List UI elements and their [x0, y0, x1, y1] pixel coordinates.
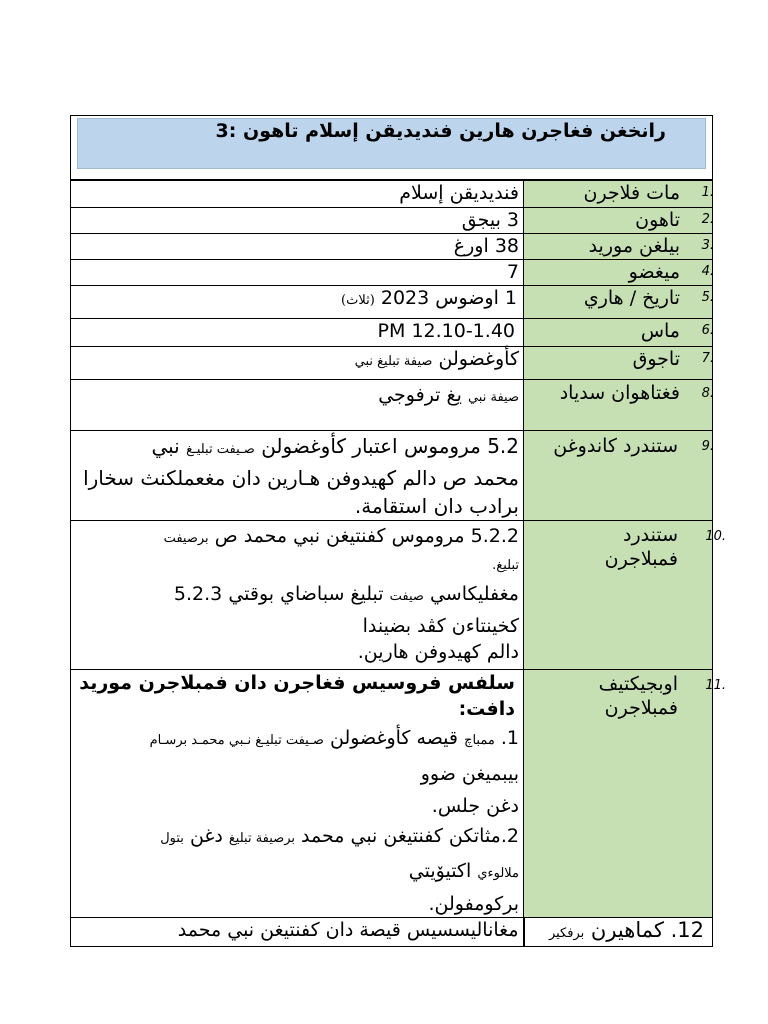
- year-value: 3 بيجق: [461, 209, 519, 231]
- learning-standard-value: [77, 521, 519, 664]
- content-standard-sub: صـيفت تبليـغ: [186, 442, 255, 457]
- content-standard-text-b: نبي: [151, 434, 180, 458]
- content-standard-text-c: محمد ص دالم كهيدوفن هـارين دان مغعملكنث سخارا برادب دان استقامة.: [83, 466, 519, 518]
- obj-2-text-c: اكتيۆيتي: [408, 860, 472, 882]
- table-row: [71, 234, 713, 260]
- table-row: [71, 319, 713, 347]
- topic-label: تاجوق: [632, 348, 680, 370]
- content-standard-label: ستندرد كاندوغن: [553, 435, 678, 457]
- day-text: (ثلاث): [341, 293, 375, 308]
- table-row: [71, 347, 713, 380]
- obj-2-sub-a: برصيفة تبليغ: [228, 831, 295, 846]
- table-row: [71, 208, 713, 234]
- content-standard-value: [77, 431, 519, 520]
- students-label: بيلغن موريد: [588, 235, 680, 257]
- subject-label: مات فلاجرن: [583, 182, 680, 204]
- ls-line-2: تبليغ.: [492, 558, 519, 573]
- title-row: [70, 115, 713, 180]
- objective-value: [77, 670, 519, 917]
- obj-2-text-b: دغن: [189, 825, 223, 847]
- row-number: 5.: [701, 290, 714, 305]
- content-standard-text-a: 5.2 مروموس اعتبار كأوغضولن: [261, 434, 519, 458]
- row-number: 11.: [705, 678, 726, 693]
- obj-line-5: [77, 854, 519, 891]
- table-row: [71, 260, 713, 286]
- table-row: [71, 181, 713, 208]
- ls-sub-a: برصيفت: [163, 531, 209, 546]
- row-number: 9.: [701, 439, 714, 454]
- objective-heading: سلفس فروسيس فغاجرن دان فمبلاجرن موريد دافت:: [79, 672, 515, 720]
- topic-sub-text: صيفة تبليغ نبي: [354, 354, 433, 369]
- obj-2-text-a: 2.مثاتكن كفنتيغن نبي محمد: [301, 825, 519, 847]
- row-number: 2.: [701, 212, 714, 227]
- topic-text: كأوغضولن: [438, 348, 519, 370]
- ls-line-4: كخينتاءن كڤد بضيندا: [362, 615, 519, 637]
- row-number: 10.: [705, 529, 726, 544]
- date-text: 1 اوضوس 2023: [380, 287, 517, 309]
- table-row: [71, 918, 713, 947]
- date-value: [77, 286, 519, 313]
- obj-line-1: [77, 722, 519, 757]
- details-table: [70, 180, 726, 947]
- prior-knowledge-text: يغ ترفوجي: [378, 384, 462, 406]
- prior-knowledge-value: [77, 383, 519, 410]
- row-number: 1.: [701, 185, 714, 200]
- obj-line-4: [77, 821, 519, 854]
- subject-value: فنديديقن إسلام: [399, 182, 519, 204]
- obj-2-sub-c: ملالوءي: [477, 866, 519, 881]
- row-number: 8.: [701, 386, 714, 401]
- learning-standard-label: ستندرد فمبلاجرن: [604, 524, 678, 570]
- week-label: ميغضو: [628, 261, 680, 283]
- ls-number: 5.2.3: [173, 583, 223, 605]
- row-number: 3.: [701, 238, 714, 253]
- row-number: 4.: [701, 264, 714, 279]
- ls-sub-b: صيفت: [389, 589, 424, 604]
- ls-text-a: 5.2.2 مروموس كفنتيغن نبي محمد ص: [214, 525, 519, 547]
- row-number: 7.: [701, 351, 714, 366]
- ls-text-c: تبليغ سباضاي بوقتي: [228, 583, 384, 605]
- ls-line-3: [77, 579, 519, 612]
- obj-1-sub-a: ممباچ: [464, 733, 495, 748]
- table-row: [71, 380, 713, 431]
- ls-line-1: [77, 522, 519, 553]
- year-label: تاهون: [635, 209, 680, 231]
- objective-label: اوبجيكتيف فمبلاجرن: [598, 673, 678, 719]
- table-row: [71, 521, 713, 670]
- obj-2-sub-b: بتول: [160, 831, 184, 846]
- skills-value: مغاناليسسيس قيصة دان كفنتيغن نبي محمد: [177, 919, 519, 941]
- ls-line-5: دالم كهيدوفن هارين.: [357, 641, 519, 663]
- obj-line-2: بيبميغن ضوو: [420, 763, 519, 785]
- obj-1-text-a: قيصه كأوغضولن: [329, 727, 458, 749]
- lesson-plan-table: [70, 115, 726, 947]
- skills-label-sub: برفكير: [548, 926, 585, 941]
- page-title: رانخغن فغاجرن هارين فنديديقن إسلام تاهون :3: [215, 120, 666, 142]
- prior-knowledge-label: فغتاهوان سدياد: [559, 382, 680, 404]
- table-row: [71, 286, 713, 319]
- obj-1-num: 1.: [500, 727, 519, 749]
- row-number: 6.: [701, 323, 714, 338]
- time-label: ماس: [640, 320, 680, 342]
- topic-value: [77, 347, 519, 374]
- prior-knowledge-sub: صيفة نبي: [467, 390, 519, 405]
- table-row: [71, 431, 713, 521]
- obj-line-3: دغن جلس.: [431, 795, 519, 817]
- skills-label-text: كماهيرن: [590, 918, 664, 942]
- date-label: تاريخ / هاري: [583, 287, 680, 309]
- students-value: 38 اورغ: [453, 235, 519, 257]
- time-value: 12.10-1.40 PM: [377, 320, 515, 342]
- obj-1-sub-b: صـيفت تبليـغ نـبي محمـد برسـام: [149, 733, 324, 748]
- row-number: 12.: [670, 918, 704, 942]
- skills-label: [525, 918, 713, 946]
- week-value: 7: [506, 261, 519, 283]
- obj-line-6: بركومفولن.: [428, 893, 519, 915]
- table-row: [71, 670, 713, 918]
- ls-text-b: مغفليكاسي: [429, 583, 519, 605]
